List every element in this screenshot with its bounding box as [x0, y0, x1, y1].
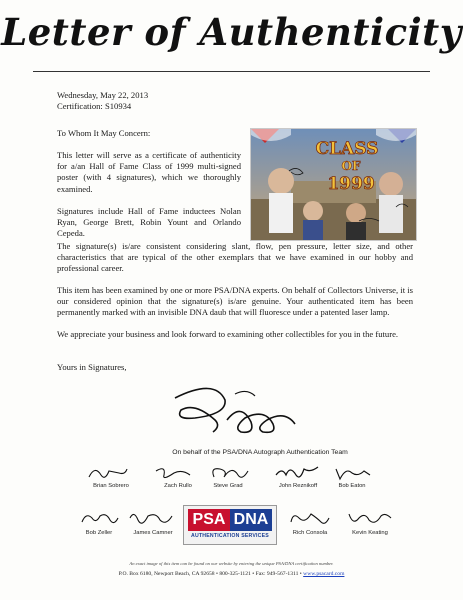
- caption-brian-sobrero: Brian Sobrero: [93, 483, 129, 489]
- caption-steve-grad: Steve Grad: [213, 483, 243, 489]
- psa-dna-logo: [183, 505, 277, 545]
- authentication-services-text: AUTHENTICATION SERVICES: [191, 533, 269, 539]
- poster-image: [250, 128, 417, 241]
- certification-number: Certification: S10934: [57, 101, 132, 111]
- caption-john-reznikoff: John Reznikoff: [278, 483, 318, 489]
- signature-steve-grad: [208, 463, 252, 483]
- closing: Yours in Signatures,: [57, 362, 127, 372]
- paragraph-examination: This item has been examined by one or more PSA/DNA experts. On behalf of Collectors Universe, it is our considered opinion that the signature(s) is/are genuine. Your authenticated item has been permanently marked with an invisible DNA daub that will fluoresce under a patented laser lamp.: [57, 285, 413, 318]
- footer-note: An exact image of this item can be found on our website by entering the unique PSA/DNA certification number.: [129, 561, 334, 566]
- authenticator-signature: [155, 380, 315, 448]
- poster-of-text: OF: [341, 159, 361, 173]
- footer-address-line: [0, 571, 463, 577]
- website-link[interactable]: www.psacard.com: [303, 571, 345, 577]
- signature-bob-eaton: [330, 463, 374, 483]
- caption-zach-rullo: Zach Rullo: [164, 483, 192, 489]
- letter-title: Letter of Authenticity: [1, 10, 462, 54]
- psa-logo-text: PSA: [188, 509, 230, 531]
- signature-rich-consola: [287, 508, 331, 530]
- poster-class-text: CLASS: [315, 139, 379, 159]
- caption-kevin-keating: Kevin Keating: [352, 530, 388, 536]
- authentication-team-line: On behalf of the PSA/DNA Autograph Authentication Team: [172, 449, 348, 456]
- caption-bob-eaton: Bob Eaton: [338, 483, 366, 489]
- caption-bob-zeller: Bob Zeller: [85, 530, 113, 536]
- caption-rich-consola: Rich Consola: [292, 530, 328, 536]
- footer-address: P.O. Box 6180, Newport Beach, CA 92658 • 800-325-1121 • Fax: 949-567-1311 •: [118, 571, 304, 577]
- signature-bob-zeller: [78, 508, 122, 530]
- signature-james-camner: [126, 508, 176, 530]
- paragraph-consistency: The signature(s) is/are consistent considering slant, flow, pen pressure, letter size, and other characteristics that are typical of the other exemplars that we have examined in our hobby and professional career.: [57, 241, 413, 274]
- paragraph-intro: This letter will serve as a certificate of authenticity for a/an Hall of Fame Class of 1999 multi-signed poster (with 4 signatures), which we thoroughly examined.: [57, 150, 241, 194]
- paragraph-signatures: Signatures include Hall of Fame inductees Nolan Ryan, George Brett, Robin Yount and Orlando Cepeda.: [57, 206, 241, 239]
- paragraph-appreciation: We appreciate your business and look forward to examining other collectibles for you in the future.: [57, 329, 399, 339]
- signature-zach-rullo: [152, 463, 196, 483]
- signature-john-reznikoff: [272, 463, 322, 483]
- title-divider: [33, 71, 430, 72]
- poster-year-text: 1999: [327, 174, 375, 194]
- salutation: To Whom It May Concern:: [57, 128, 151, 138]
- caption-james-camner: James Camner: [133, 530, 173, 536]
- letter-date: Wednesday, May 22, 2013: [57, 90, 149, 100]
- signature-brian-sobrero: [85, 463, 129, 483]
- signature-kevin-keating: [345, 508, 393, 530]
- dna-logo-text: DNA: [230, 509, 272, 531]
